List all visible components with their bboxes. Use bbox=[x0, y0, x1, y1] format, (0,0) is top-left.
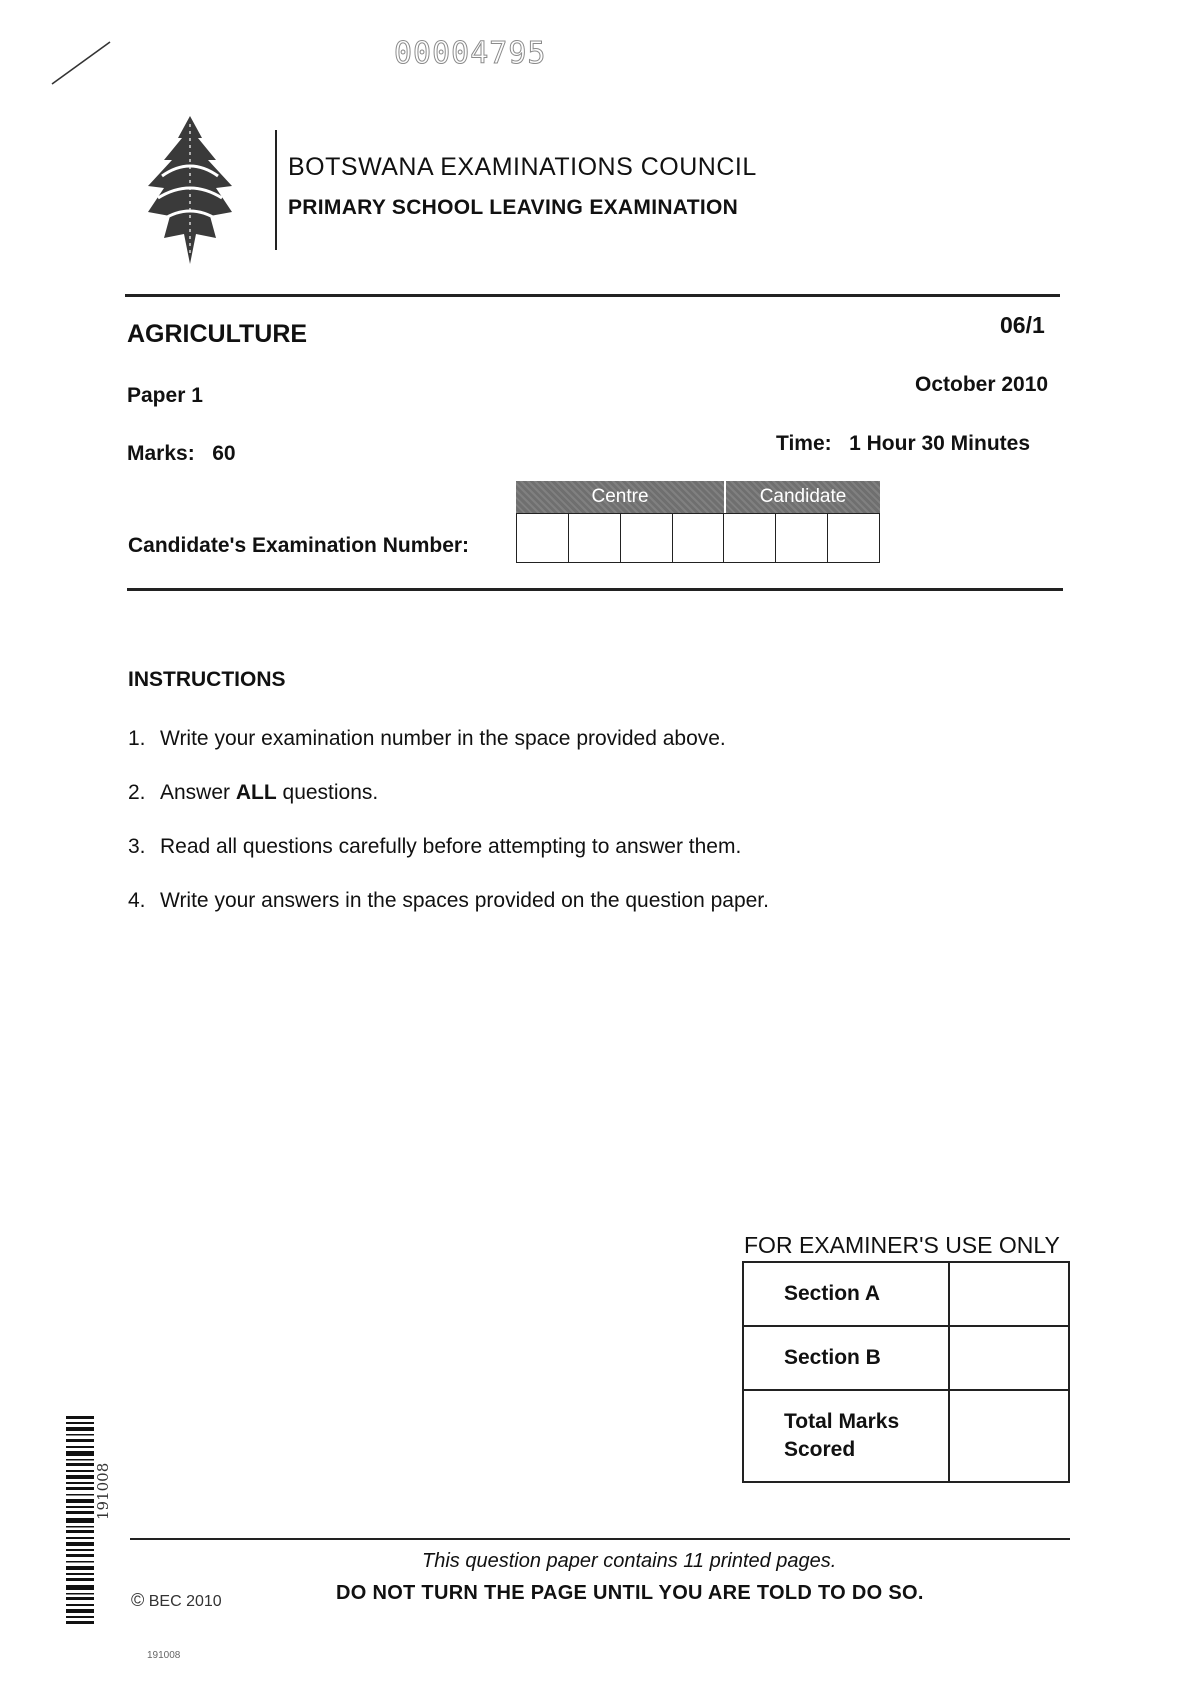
instructions-title: INSTRUCTIONS bbox=[128, 668, 286, 691]
total-line-2: Scored bbox=[784, 1438, 856, 1461]
total-line-1: Total Marks bbox=[784, 1409, 900, 1433]
number-cell[interactable] bbox=[516, 513, 568, 563]
subject-title: AGRICULTURE bbox=[127, 320, 308, 348]
number-cells bbox=[516, 513, 880, 563]
header-divider bbox=[275, 130, 277, 250]
instruction-item bbox=[128, 835, 1028, 889]
instruction-number: 2. bbox=[128, 781, 146, 804]
copyright bbox=[131, 1590, 222, 1611]
instruction-number: 4. bbox=[128, 889, 146, 912]
paper-code: 06/1 bbox=[1000, 312, 1045, 338]
number-cell[interactable] bbox=[672, 513, 724, 563]
pen-mark bbox=[50, 38, 120, 88]
instruction-item bbox=[128, 889, 1028, 943]
table-row bbox=[743, 1390, 1069, 1482]
candidate-number-box bbox=[516, 481, 880, 563]
examiner-table bbox=[742, 1261, 1070, 1483]
candidate-header: Candidate bbox=[726, 481, 880, 513]
do-not-turn-warning: DO NOT TURN THE PAGE UNTIL YOU ARE TOLD TO DO SO. bbox=[336, 1582, 924, 1604]
number-cell[interactable] bbox=[827, 513, 880, 563]
total-marks-score[interactable] bbox=[949, 1390, 1069, 1482]
table-row bbox=[743, 1262, 1069, 1326]
top-rule bbox=[125, 294, 1060, 297]
print-code: 191008 bbox=[147, 1650, 181, 1661]
instruction-number: 1. bbox=[128, 727, 146, 750]
number-cell[interactable] bbox=[620, 513, 672, 563]
candidate-number-label: Candidate's Examination Number: bbox=[128, 534, 470, 557]
instruction-emphasis: ALL bbox=[235, 781, 277, 804]
instruction-number: 3. bbox=[128, 835, 146, 858]
number-cell[interactable] bbox=[568, 513, 620, 563]
copyright-text: BEC 2010 bbox=[148, 1593, 222, 1610]
section-b-label: Section B bbox=[743, 1326, 949, 1390]
pages-note: This question paper contains 11 printed pages. bbox=[422, 1550, 837, 1572]
paper-number: Paper 1 bbox=[127, 384, 203, 407]
instruction-item bbox=[128, 727, 1028, 781]
stamp-number: 00004795 bbox=[394, 36, 547, 71]
instruction-text: Write your answers in the spaces provided on the question paper. bbox=[160, 889, 769, 912]
time-label: Time: 1 Hour 30 Minutes bbox=[776, 432, 1030, 455]
centre-header: Centre bbox=[516, 481, 724, 513]
instructions-list bbox=[128, 727, 1028, 943]
section-a-score[interactable] bbox=[949, 1262, 1069, 1326]
section-a-label: Section A bbox=[743, 1262, 949, 1326]
instruction-text: Write your examination number in the space provided above. bbox=[160, 727, 726, 750]
org-name: BOTSWANA EXAMINATIONS COUNCIL bbox=[288, 153, 757, 181]
instruction-text: Answer bbox=[160, 781, 236, 804]
table-row bbox=[743, 1326, 1069, 1390]
barcode-number: 191008 bbox=[94, 1462, 112, 1520]
section-b-score[interactable] bbox=[949, 1326, 1069, 1390]
instruction-text: questions. bbox=[276, 781, 379, 804]
exam-name: PRIMARY SCHOOL LEAVING EXAMINATION bbox=[288, 196, 739, 219]
marks-label: Marks: 60 bbox=[127, 442, 236, 465]
number-cell[interactable] bbox=[775, 513, 827, 563]
instruction-item bbox=[128, 781, 1028, 835]
bottom-rule bbox=[130, 1538, 1070, 1540]
examiner-title: FOR EXAMINER'S USE ONLY bbox=[744, 1232, 1060, 1258]
middle-rule bbox=[127, 588, 1063, 591]
number-cell[interactable] bbox=[723, 513, 775, 563]
barcode-icon bbox=[66, 1416, 104, 1626]
exam-date: October 2010 bbox=[915, 373, 1049, 396]
bec-logo-icon bbox=[140, 116, 240, 264]
instruction-text: Read all questions carefully before attempting to answer them. bbox=[160, 835, 742, 858]
copyright-icon: © bbox=[131, 1590, 145, 1610]
total-marks-label bbox=[743, 1390, 949, 1482]
